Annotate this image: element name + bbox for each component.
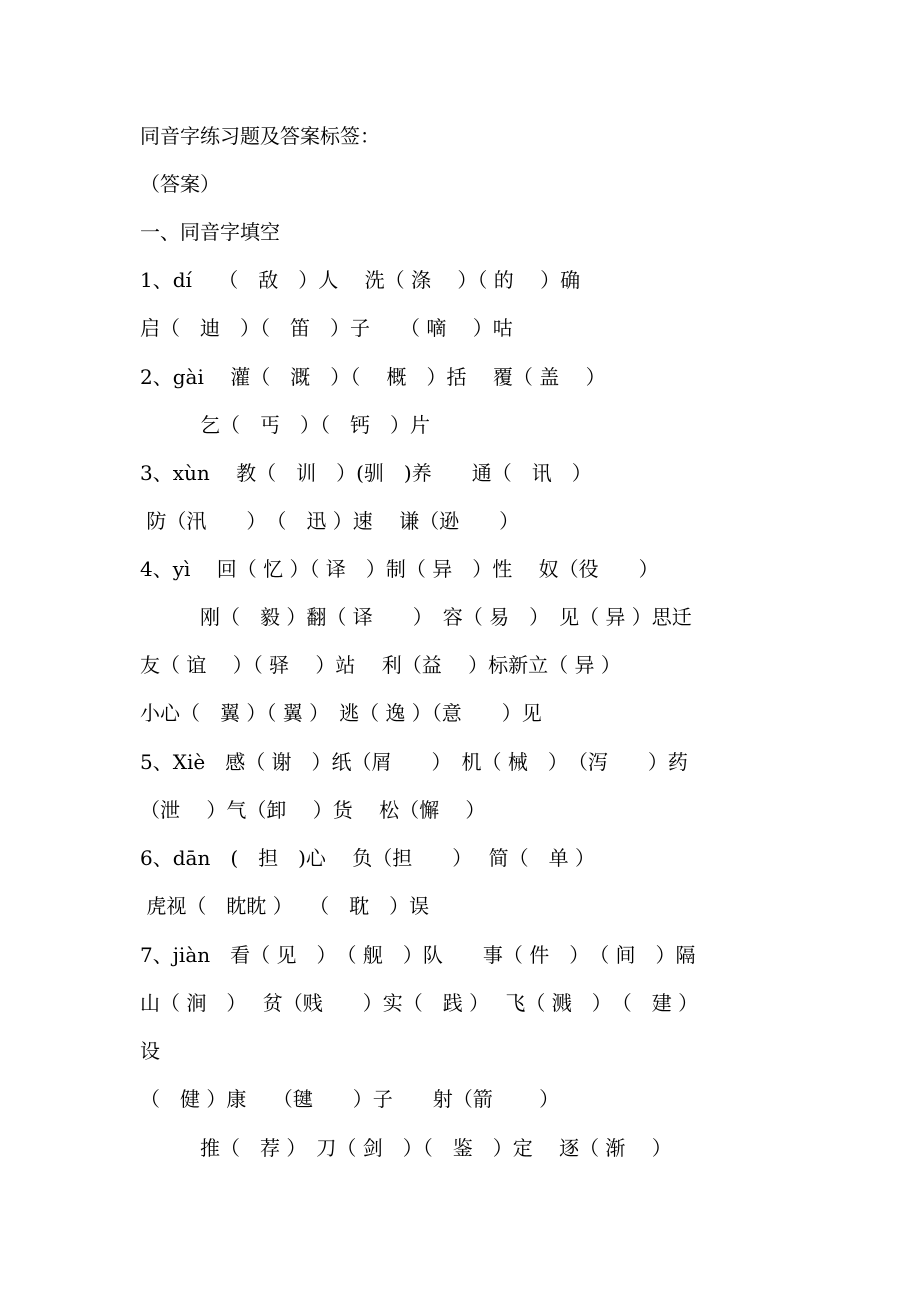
exercise-line: 4、yì 回（ 忆 ）（ 译 ）制（ 异 ）性 奴（役 ） <box>140 557 659 581</box>
exercise-line: 友（ 谊 ）（ 驿 ）站 利（益 ）标新立（ 异 ） <box>140 653 621 677</box>
exercise-line: 乞（ 丐 ）（ 钙 ）片 <box>140 413 430 437</box>
exercise-line: 7、jiàn 看（ 见 ） （ 舰 ）队 事（ 件 ） （ 间 ）隔 <box>140 943 696 967</box>
answer-label: （答案） <box>140 172 220 196</box>
exercise-line: 刚（ 毅 ）翻（ 译 ） 容（ 易 ） 见（ 异 ）思迁 <box>140 605 692 629</box>
exercise-line: 虎视（ 眈眈 ） （ 耽 ）误 <box>140 894 430 918</box>
exercise-line: 推（ 荐 ） 刀（ 剑 ）（ 鉴 ）定 逐（ 渐 ） <box>140 1136 672 1160</box>
exercise-line: 启（ 迪 ）（ 笛 ）子 （ 嘀 ）咕 <box>140 316 513 340</box>
exercise-line: 6、dān ( 担 )心 负（担 ） 简（ 单 ） <box>140 846 596 870</box>
exercise-line: 山（ 涧 ） 贫（贱 ）实（ 践 ） 飞（ 溅 ） （ 建 ） <box>140 991 699 1015</box>
section-heading: 一、同音字填空 <box>140 220 280 244</box>
exercise-line: 小心（ 翼 ）（ 翼 ） 逃（ 逸 ）（意 ）见 <box>140 701 542 725</box>
exercise-line: 1、dí （ 敌 ）人 洗（ 涤 ）（ 的 ）确 <box>140 268 581 292</box>
document-title: 同音字练习题及答案标签： <box>140 124 380 148</box>
exercise-line: （泄 ）气（卸 ）货 松（懈 ） <box>140 798 486 822</box>
exercise-line: 设 <box>140 1039 160 1063</box>
exercise-line: 5、Xiè 感（ 谢 ）纸（屑 ） 机（ 械 ） （泻 ）药 <box>140 750 688 774</box>
exercise-line: 防（汛 ） （ 迅 ）速 谦（逊 ） <box>140 509 520 533</box>
exercise-line: （ 健 ）康 （毽 ）子 射（箭 ） <box>140 1087 560 1111</box>
exercise-line: 2、gài 灌（ 溉 ）（ 概 ）括 覆（ 盖 ） <box>140 365 606 389</box>
exercise-line: 3、xùn 教（ 训 ）(驯 )养 通（ 讯 ） <box>140 461 592 485</box>
